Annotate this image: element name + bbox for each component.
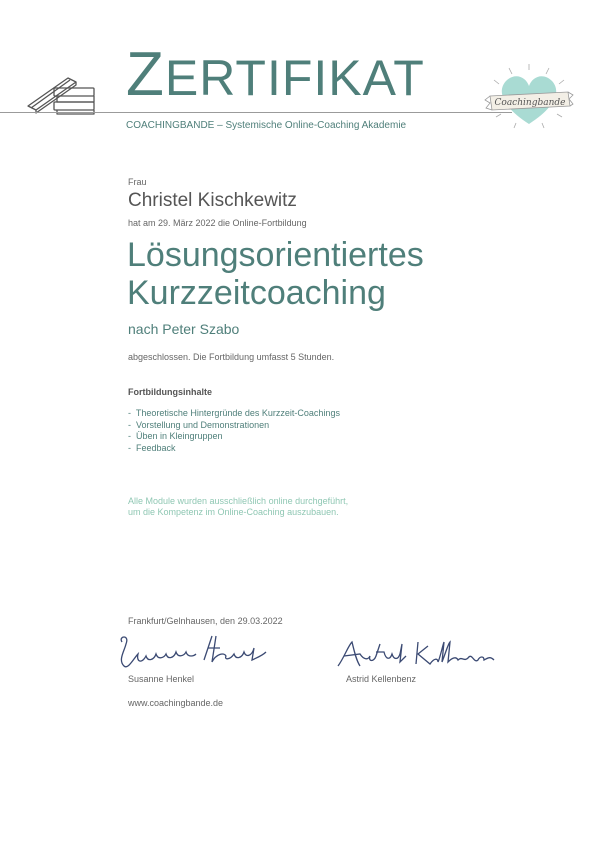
signature-astrid-kellenbenz — [334, 638, 504, 679]
signatory-name-1: Susanne Henkel — [128, 674, 195, 684]
academy-subtitle: COACHINGBANDE – Systemische Online-Coaching Akademie — [126, 120, 407, 131]
list-item: - Üben in Kleingruppen — [128, 431, 340, 443]
course-title-line-2: Kurzzeitcoaching — [127, 274, 386, 312]
signatory-name-2: Astrid Kellenbenz — [346, 674, 417, 684]
intro-text: hat am 29. März 2022 die Online-Fortbildung — [128, 218, 307, 228]
logo-lettering: Coachingbande — [494, 98, 566, 108]
recipient-name: Christel Kischkewitz — [128, 190, 297, 211]
course-title — [127, 236, 567, 312]
note-line-2: um die Kompetenz im Online-Coaching auszubauen. — [128, 507, 339, 517]
place-date: Frankfurt/Gelnhausen, den 29.03.2022 — [128, 616, 283, 626]
coachingbande-logo — [484, 62, 574, 139]
list-item: - Vorstellung und Demonstrationen — [128, 420, 340, 432]
list-item: - Feedback — [128, 443, 340, 455]
completion-text: abgeschlossen. Die Fortbildung umfasst 5 Stunden. — [128, 352, 335, 362]
contents-heading: Fortbildungsinhalte — [128, 387, 212, 397]
course-subtitle: nach Peter Szabo — [128, 321, 240, 337]
header-divider — [0, 112, 512, 113]
list-item: - Theoretische Hintergründe des Kurzzeit-Coachings — [128, 408, 340, 420]
title-rest: ERTIFIKAT — [164, 50, 425, 106]
course-title-line-1: Lösungsorientiertes — [127, 236, 424, 274]
salutation: Frau — [128, 177, 147, 187]
note-line-1: Alle Module wurden ausschließlich online durchgeführt, — [128, 496, 349, 506]
online-note — [128, 496, 348, 518]
certificate-title — [126, 40, 425, 109]
title-initial: Z — [126, 40, 165, 109]
contents-list — [128, 408, 340, 454]
website-link[interactable]: www.coachingbande.de — [128, 698, 224, 708]
